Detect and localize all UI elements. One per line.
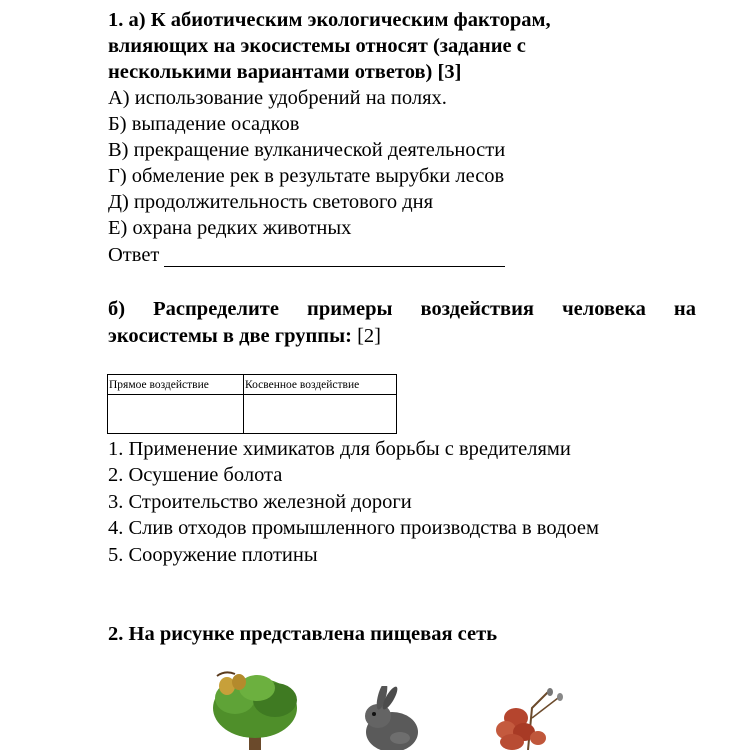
- table-answer-row: [108, 395, 397, 434]
- option-g: Г) обмеление рек в результате вырубки лесов: [108, 165, 505, 187]
- example-5: 5. Сооружение плотины: [108, 544, 318, 566]
- example-2: 2. Осушение болота: [108, 464, 283, 486]
- question-1-title-line: 1. а) К абиотическим экологическим факторам,: [108, 9, 551, 31]
- example-4: 4. Слив отходов промышленного производства в водоем: [108, 517, 599, 539]
- part-b-question: [108, 296, 696, 350]
- rabbit-icon: [352, 686, 424, 750]
- part-b-line-2-bold: экосистемы в две группы:: [108, 325, 352, 347]
- part-b-line-2: [108, 323, 696, 350]
- question-1-title-line: влияющих на экосистемы относят (задание с: [108, 35, 526, 57]
- part-b-line-1: [108, 296, 696, 323]
- oak-tree-icon: [205, 668, 310, 750]
- direct-impact-cell[interactable]: [108, 395, 244, 434]
- option-a: А) использование удобрений на полях.: [108, 87, 447, 109]
- example-1: 1. Применение химикатов для борьбы с вредителями: [108, 438, 571, 460]
- part-b-points: [2]: [351, 325, 381, 347]
- option-v: В) прекращение вулканической деятельности: [108, 139, 506, 161]
- question-2-title: 2. На рисунке представлена пищевая сеть: [108, 623, 498, 645]
- header-direct-impact: Прямое воздействие: [108, 375, 244, 395]
- answer-blank-line[interactable]: [164, 266, 505, 267]
- header-indirect-impact: Косвенное воздействие: [244, 375, 397, 395]
- option-d: Д) продолжительность светового дня: [108, 191, 434, 213]
- option-b: Б) выпадение осадков: [108, 113, 300, 135]
- part-b-word: Распределите: [153, 298, 279, 320]
- question-1-title: [108, 7, 551, 85]
- grouping-table: [107, 374, 397, 434]
- part-b-word: воздействия: [420, 298, 535, 320]
- table-header-row: [108, 375, 397, 395]
- part-b-word: б): [108, 298, 126, 320]
- part-b-word: человека: [562, 298, 646, 320]
- question-1-title-line: несколькими вариантами ответов) [3]: [108, 61, 462, 83]
- part-b-word: на: [673, 298, 696, 320]
- willow-branch-icon: [488, 688, 578, 750]
- indirect-impact-cell[interactable]: [244, 395, 397, 434]
- example-3: 3. Строительство железной дороги: [108, 491, 412, 513]
- part-b-word: примеры: [307, 298, 393, 320]
- option-e: Е) охрана редких животных: [108, 217, 352, 239]
- answer-label: Ответ: [108, 244, 160, 266]
